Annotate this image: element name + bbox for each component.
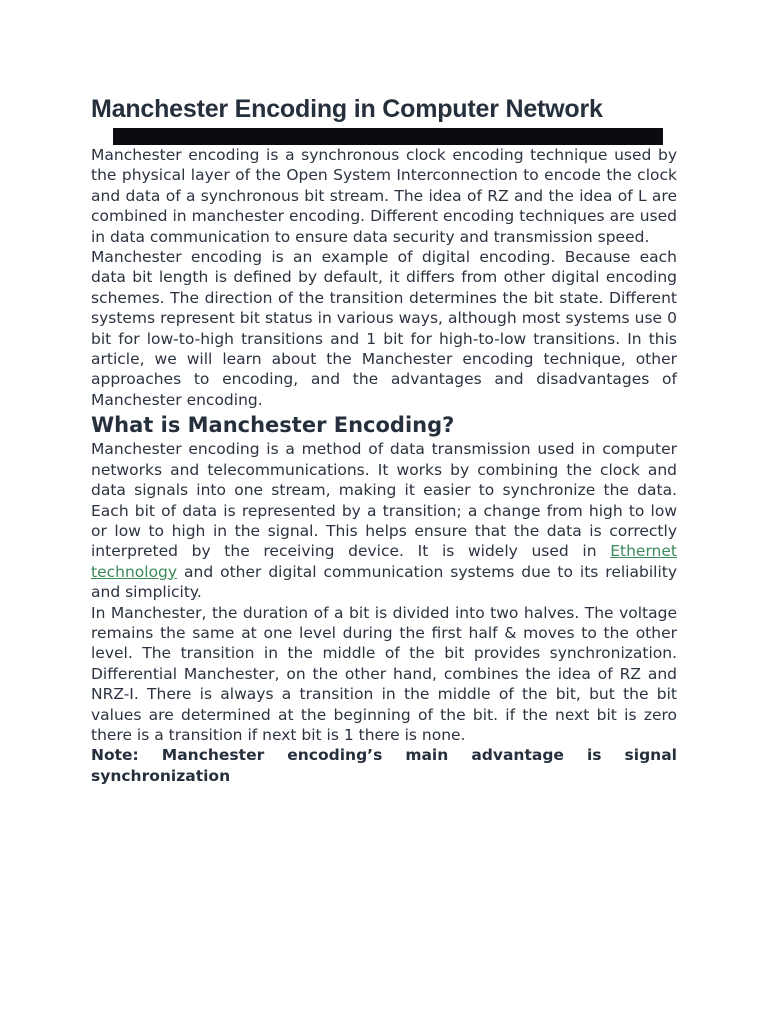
section-heading: What is Manchester Encoding? <box>91 413 455 438</box>
intro-paragraph-1: Manchester encoding is a synchronous clock encoding technique used by the physical layer of the Open System Interconnection to encode the clock and data of a synchronous bit stream. The idea of RZ and the idea of L are combined in manchester encoding. Different encoding techniques are used in data communication to ensure data security and transmission speed. <box>91 146 677 246</box>
section-paragraph-1-text: Manchester encoding is a method of data transmission used in computer networks and telecommunications. It works by combining the clock and data signals into one stream, making it easier to synchronize the data. Each bit of data is represented by a transition; a change from high to low or low to high in the signal. This helps ensure that the data is correctly interpreted by the receiving device. It is widely used in <box>91 440 677 561</box>
intro-paragraph-2: Manchester encoding is an example of digital encoding. Because each data bit length is defined by default, it differs from other digital encoding schemes. The direction of the transition determines the bit state. Different systems represent bit status in various ways, although most systems use 0 bit for low-to-high transitions and 1 bit for high-to-low transitions. In this article, we will learn about the Manchester encoding technique, other approaches to encoding, and the advantages and disadvantages of Manchester encoding. <box>91 248 677 409</box>
section-paragraph-1-text-end: and other digital communication systems due to its reliability and simplicity. <box>91 562 677 602</box>
note-paragraph <box>91 745 677 786</box>
article-body <box>91 145 677 786</box>
note-label: Note: <box>91 746 139 765</box>
article <box>91 92 677 785</box>
title-underline-bar <box>113 128 663 145</box>
note-text: Manchester encoding’s main advantage is signal synchronization <box>91 746 677 785</box>
page-title: Manchester Encoding in Computer Network <box>91 95 603 123</box>
section-paragraph-1 <box>91 439 677 602</box>
ethernet-technology-link[interactable]: Ethernet technology <box>91 542 677 581</box>
section-paragraph-2: In Manchester, the duration of a bit is divided into two halves. The voltage remains the same at one level during the first half & moves to the other level. The transition in the middle of the bit provides synchronization. Differential Manchester, on the other hand, combines the idea of RZ and NRZ-I. There is always a transition in the middle of the bit, but the bit values are determined at the beginning of the bit. if the next bit is zero there is a transition if next bit is 1 there is none. <box>91 603 677 744</box>
